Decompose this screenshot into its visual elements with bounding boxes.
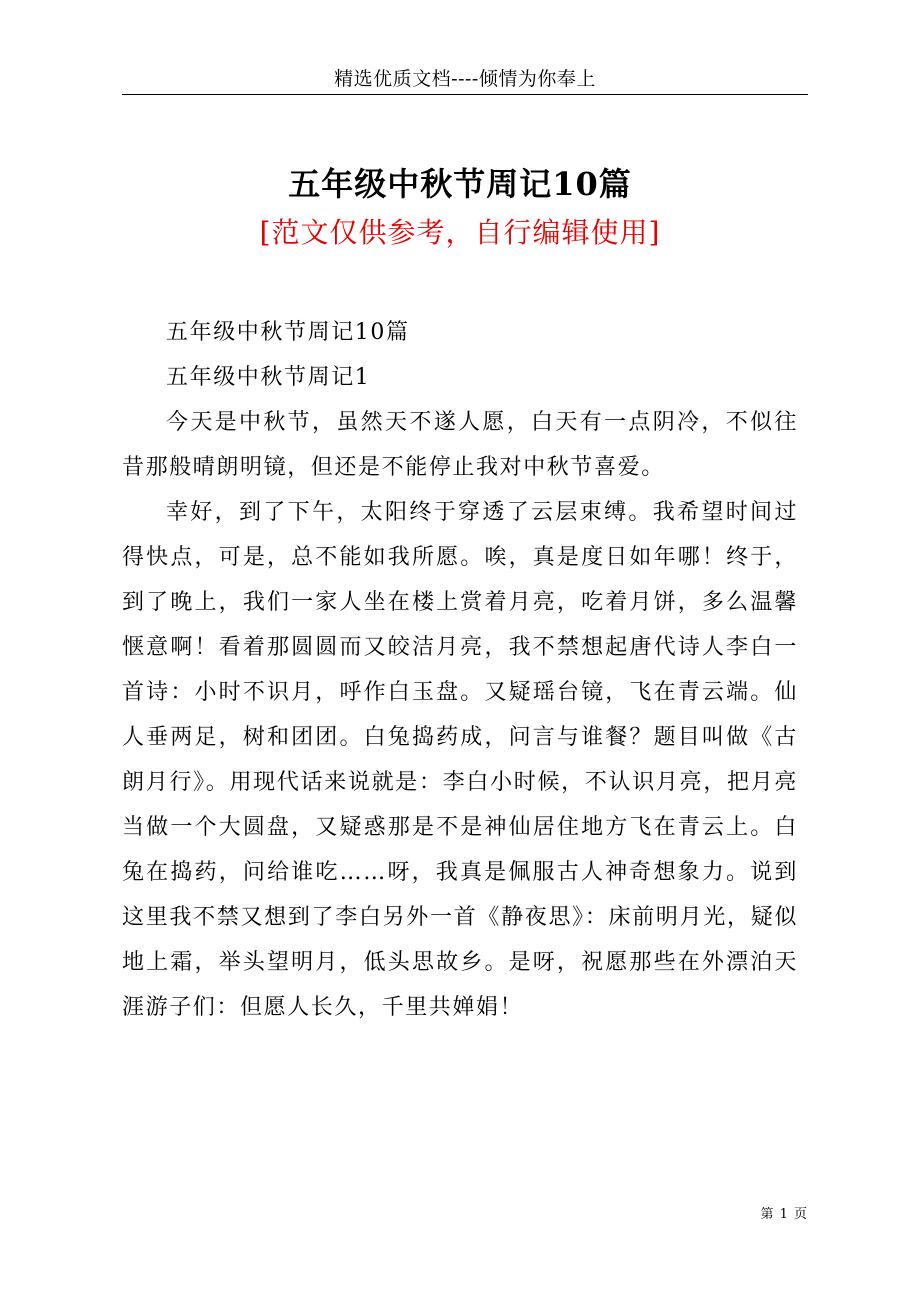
document-subtitle: [范文仅供参考，自行编辑使用] — [259, 216, 661, 249]
body-paragraph: 今天是中秋节，虽然天不遂人愿，白天有一点阴冷，不似往昔那般晴朗明镜，但还是不能停止我对中秋节喜爱。 — [122, 410, 798, 480]
page-header-text: 精选优质文档----倾情为你奉上 — [334, 68, 596, 90]
body-heading: 五年级中秋节周记10篇 — [166, 320, 410, 345]
section-heading: 五年级中秋节周记1 — [166, 365, 371, 390]
document-title: 五年级中秋节周记10篇 — [288, 165, 632, 203]
document-body — [122, 310, 798, 1030]
page-header — [122, 64, 808, 95]
body-paragraph: 幸好，到了下午，太阳终于穿透了云层束缚。我希望时间过得快点，可是，总不能如我所愿。唉，真是度日如年哪！终于，到了晚上，我们一家人坐在楼上赏着月亮，吃着月饼，多么温馨惬意啊！看着那圆圆而又皎洁月亮，我不禁想起唐代诗人李白一首诗：小时不识月，呼作白玉盘。又疑瑶台镜，飞在青云端。仙人垂两足，树和团团。白兔捣药成，问言与谁餐？题目叫做《古朗月行》。用现代话来说就是：李白小时候，不认识月亮，把月亮当做一个大圆盘，又疑惑那是不是神仙居住地方飞在青云上。白兔在捣药，问给谁吃……呀，我真是佩服古人神奇想象力。说到这里我不禁又想到了李白另外一首《静夜思》：床前明月光，疑似地上霜，举头望明月，低头思故乡。是呀，祝愿那些在外漂泊天涯游子们：但愿人长久，千里共婵娟！ — [122, 500, 798, 1020]
page-number: 第 1 页 — [760, 1207, 808, 1222]
